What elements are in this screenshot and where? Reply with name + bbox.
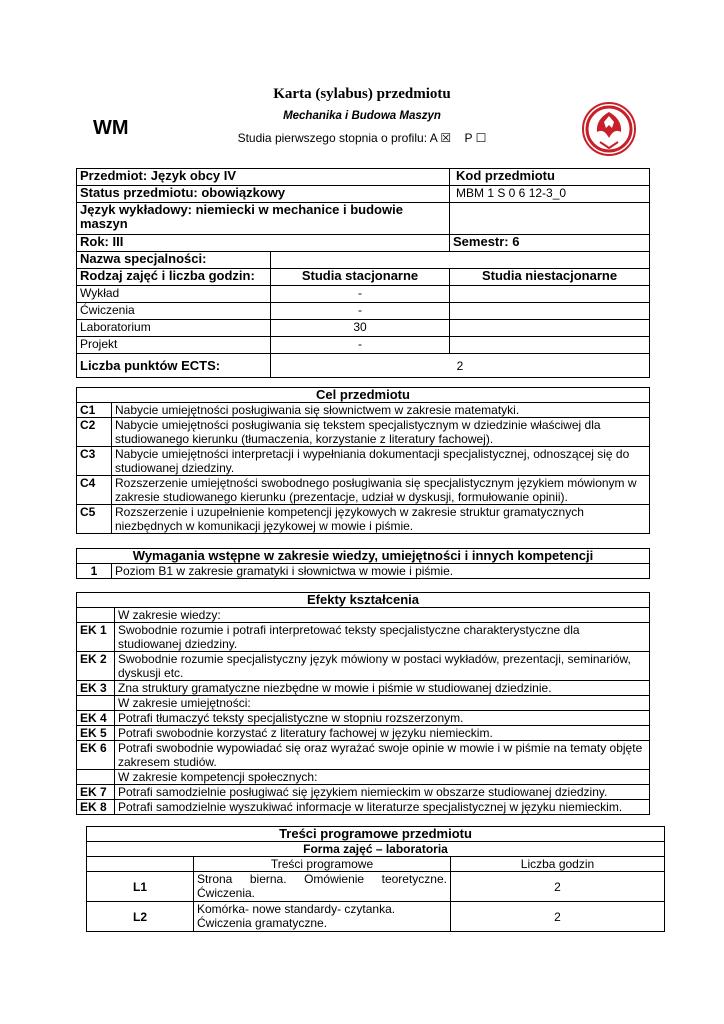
table-row <box>77 403 650 418</box>
goals-heading: Cel przedmiotu <box>77 388 650 403</box>
ects-label: Liczba punktów ECTS: <box>77 354 271 378</box>
goal-text: Rozszerzenie i uzupełnienie kompetencji językowych w zakresie struktur gramatycznych niezbędnych w komunikacji językowej w mowie i piśmie. <box>112 505 650 534</box>
outcome-text: Potrafi samodzielnie wyszukiwać informacje w literaturze specjalistycznej w języku niemieckim. <box>115 800 650 815</box>
profile-p-label: P <box>464 131 473 145</box>
table-row <box>77 286 650 303</box>
nonstationary-hours <box>450 337 650 354</box>
table-row <box>77 623 650 652</box>
outcome-text: Potrafi samodzielnie posługiwać się językiem niemieckim w obszarze studiowanej dziedziny. <box>115 785 650 800</box>
goal-text: Nabycie umiejętności posługiwania się słownictwem w zakresie matematyki. <box>112 403 650 418</box>
table-row <box>77 785 650 800</box>
table-row <box>77 564 650 579</box>
status-cell: Status przedmiotu: obowiązkowy <box>77 186 450 203</box>
table-row <box>77 726 650 741</box>
lesson-code: L1 <box>87 872 194 902</box>
stationary-hours: - <box>271 286 450 303</box>
profile-a-checkbox[interactable]: ☒ <box>440 131 452 145</box>
outcome-code: EK 3 <box>77 681 115 696</box>
empty-cell <box>450 203 650 235</box>
requirements-table <box>76 548 650 579</box>
goal-text: Nabycie umiejętności interpretacji i wypełniania dokumentacji specjalistycznej, odnoszącej się do studiowanej dziedziny. <box>112 447 650 476</box>
table-row <box>87 902 665 932</box>
course-info-table <box>76 168 650 378</box>
content-heading: Treści programowe przedmiotu <box>87 827 665 842</box>
outcome-text: Zna struktury gramatyczne niezbędne w mowie i piśmie w studiowanej dziedzinie. <box>115 681 650 696</box>
stationary-hours: - <box>271 337 450 354</box>
class-type: Wykład <box>77 286 271 303</box>
nonstationary-hours <box>450 303 650 320</box>
document-title: Karta (sylabus) przedmiotu <box>273 86 451 102</box>
table-row <box>77 418 650 447</box>
nonstationary-header: Studia niestacjonarne <box>450 269 650 286</box>
table-row <box>77 320 650 337</box>
profile-p-checkbox[interactable]: ☐ <box>475 131 487 145</box>
skills-label: W zakresie umiejętności: <box>115 696 650 711</box>
program-content-table <box>86 826 665 932</box>
social-label: W zakresie kompetencji społecznych: <box>115 770 650 785</box>
table-row <box>77 741 650 770</box>
table-row <box>77 681 650 696</box>
ects-value: 2 <box>271 354 650 378</box>
profile-text: Studia pierwszego stopnia o profilu: <box>237 131 428 145</box>
outcome-text: Potrafi swobodnie korzystać z literatury fachowej w języku niemieckim. <box>115 726 650 741</box>
field-of-study: Mechanika i Budowa Maszyn <box>283 110 441 122</box>
document-header <box>0 0 724 165</box>
outcomes-table <box>76 592 650 815</box>
code-label: Kod przedmiotu <box>450 169 650 186</box>
outcome-code: EK 4 <box>77 711 115 726</box>
nonstationary-hours <box>450 320 650 337</box>
table-row <box>77 505 650 534</box>
goal-text: Nabycie umiejętności posługiwania się tekstem specjalistycznym w dziedzinie właściwej dla studiowanego kierunku (tłumaczenia, korzystanie z literatury fachowej). <box>112 418 650 447</box>
hours-column-header: Liczba godzin <box>451 857 665 872</box>
outcome-code: EK 6 <box>77 741 115 770</box>
specialty-cell: Nazwa specjalności: <box>77 252 271 269</box>
goals-table <box>76 387 650 534</box>
outcome-text: Potrafi swobodnie wypowiadać się oraz wyrażać swoje opinie w mowie i w piśmie na tematy objęte zakresem studiów. <box>115 741 650 770</box>
lesson-code: L2 <box>87 902 194 932</box>
lesson-hours: 2 <box>451 902 665 932</box>
empty-cell <box>77 770 115 785</box>
class-type: Laboratorium <box>77 320 271 337</box>
table-row <box>77 711 650 726</box>
requirement-text: Poziom B1 w zakresie gramatyki i słownictwa w mowie i piśmie. <box>112 564 650 579</box>
profile-a-label: A <box>429 131 438 145</box>
lesson-text: Komórka- nowe standardy- czytanka. Ćwiczenia gramatyczne. <box>194 902 451 932</box>
outcome-code: EK 7 <box>77 785 115 800</box>
table-row <box>77 800 650 815</box>
outcome-code: EK 1 <box>77 623 115 652</box>
outcome-code: EK 8 <box>77 800 115 815</box>
goal-code: C5 <box>77 505 112 534</box>
goal-code: C3 <box>77 447 112 476</box>
outcome-text: Potrafi tłumaczyć teksty specjalistyczne w stopniu rozszerzonym. <box>115 711 650 726</box>
table-row <box>77 337 650 354</box>
table-row <box>77 476 650 505</box>
requirement-code: 1 <box>77 564 112 579</box>
university-crest-icon <box>582 102 636 156</box>
goal-text: Rozszerzenie umiejętności swobodnego posługiwania się specjalistycznym językiem mówionym w zakresie studiowanego kierunku (prezentacje, udział w dyskusji, formułowanie opinii). <box>112 476 650 505</box>
content-form: Forma zajęć – laboratoria <box>87 842 665 857</box>
table-row <box>77 447 650 476</box>
stationary-header: Studia stacjonarne <box>271 269 450 286</box>
code-value: MBM 1 S 0 6 12-3_0 <box>450 186 650 203</box>
lesson-text: Strona bierna. Omówienie teoretyczne. Ćwiczenia. <box>194 872 451 902</box>
table-row <box>77 303 650 320</box>
semester-cell: Semestr: 6 <box>450 235 650 252</box>
class-type: Projekt <box>77 337 271 354</box>
specialty-value <box>271 252 650 269</box>
lesson-hours: 2 <box>451 872 665 902</box>
stationary-hours: 30 <box>271 320 450 337</box>
content-column-header: Treści programowe <box>194 857 451 872</box>
empty-cell <box>77 608 115 623</box>
classes-header: Rodzaj zajęć i liczba godzin: <box>77 269 271 286</box>
institution-abbreviation: WM <box>93 117 129 139</box>
table-row <box>77 652 650 681</box>
empty-cell <box>87 857 194 872</box>
language-cell: Język wykładowy: niemiecki w mechanice i budowie maszyn <box>77 203 450 235</box>
outcome-text: Swobodnie rozumie specjalistyczny język mówiony w postaci wykładów, prezentacji, seminariów, dyskusji etc. <box>115 652 650 681</box>
outcomes-heading: Efekty kształcenia <box>77 593 650 608</box>
goal-code: C2 <box>77 418 112 447</box>
outcome-code: EK 5 <box>77 726 115 741</box>
empty-cell <box>77 696 115 711</box>
outcome-code: EK 2 <box>77 652 115 681</box>
table-row <box>87 872 665 902</box>
nonstationary-hours <box>450 286 650 303</box>
subject-cell: Przedmiot: Język obcy IV <box>77 169 450 186</box>
requirements-heading: Wymagania wstępne w zakresie wiedzy, umiejętności i innych kompetencji <box>77 549 650 564</box>
outcome-text: Swobodnie rozumie i potrafi interpretować teksty specjalistyczne charakterystyczne dla studiowanej dziedziny. <box>115 623 650 652</box>
stationary-hours: - <box>271 303 450 320</box>
knowledge-label: W zakresie wiedzy: <box>115 608 650 623</box>
goal-code: C1 <box>77 403 112 418</box>
class-type: Ćwiczenia <box>77 303 271 320</box>
goal-code: C4 <box>77 476 112 505</box>
year-cell: Rok: III <box>77 235 450 252</box>
